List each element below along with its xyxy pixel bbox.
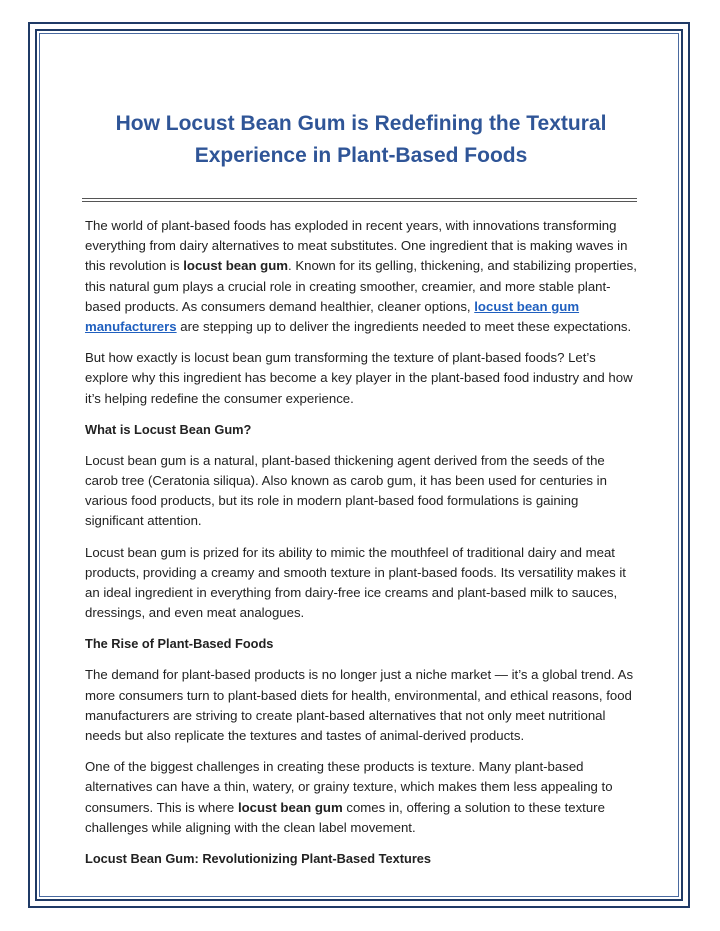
para6-text-2: comes in, offering a solution to these texture challenges while aligning with the clean label movement.	[85, 799, 605, 835]
paragraph-5: The demand for plant-based products is no longer just a niche market — it’s a global trend. As more consumers turn to plant-based diets for health, environmental, and ethical reasons, food manufacturers are striving to create plant-based alternatives that not only meet nutritional needs but also replicate the textures and tastes of animal-derived products.	[85, 667, 634, 744]
intro-bold-term: locust bean gum	[183, 258, 288, 274]
paragraph-2: But how exactly is locust bean gum transforming the texture of plant-based foods? Let’s explore why this ingredient has become a key player in the plant-based food industry and how it’s helping redefine the consumer experience.	[85, 350, 633, 406]
para6-text-1: One of the biggest challenges in creating these products is texture. Many plant-based alternatives can have a thin, watery, or grainy texture, which makes them less appealing to consumers. This is where	[85, 759, 613, 815]
intro-paragraph	[85, 216, 637, 337]
intro-text-2: . Known for its gelling, thickening, and stabilizing properties, this natural gum plays a crucial role in creating smoother, creamier, and more stable plant-based products. As consumers demand healthier, cleaner options,	[85, 258, 637, 314]
paragraph-6	[85, 757, 637, 838]
manufacturers-link[interactable]: locust bean gum manufacturers	[85, 298, 580, 335]
intro-text-1: The world of plant-based foods has exploded in recent years, with innovations transforming everything from dairy alternatives to meat substitutes. One ingredient that is making waves in this revolution is	[85, 218, 628, 274]
title-divider	[82, 198, 637, 202]
para6-bold-term: locust bean gum	[237, 799, 343, 815]
paragraph-4: Locust bean gum is prized for its ability to mimic the mouthfeel of traditional dairy and meat products, providing a creamy and smooth texture in plant-based foods. Its versatility makes it an ideal ingredient in everything from dairy-free ice creams and plant-based milk to sauces, dressings, and even meat analogues.	[85, 544, 626, 621]
paragraph-3: Locust bean gum is a natural, plant-based thickening agent derived from the seeds of the carob tree (Ceratonia siliqua). Also known as carob gum, it has been used for centuries in various food products, but its role in modern plant-based food formulations is gaining significant attention.	[85, 452, 607, 529]
document-body	[85, 108, 637, 869]
section-heading-rise: The Rise of Plant-Based Foods	[85, 636, 274, 652]
section-heading-revolutionizing: Locust Bean Gum: Revolutionizing Plant-Based Textures	[85, 851, 432, 867]
page-title: How Locust Bean Gum is Redefining the Textural Experience in Plant-Based Foods	[115, 112, 607, 167]
intro-text-3: are stepping up to deliver the ingredients needed to meet these expectations.	[176, 319, 632, 335]
section-heading-what-is: What is Locust Bean Gum?	[85, 421, 252, 437]
